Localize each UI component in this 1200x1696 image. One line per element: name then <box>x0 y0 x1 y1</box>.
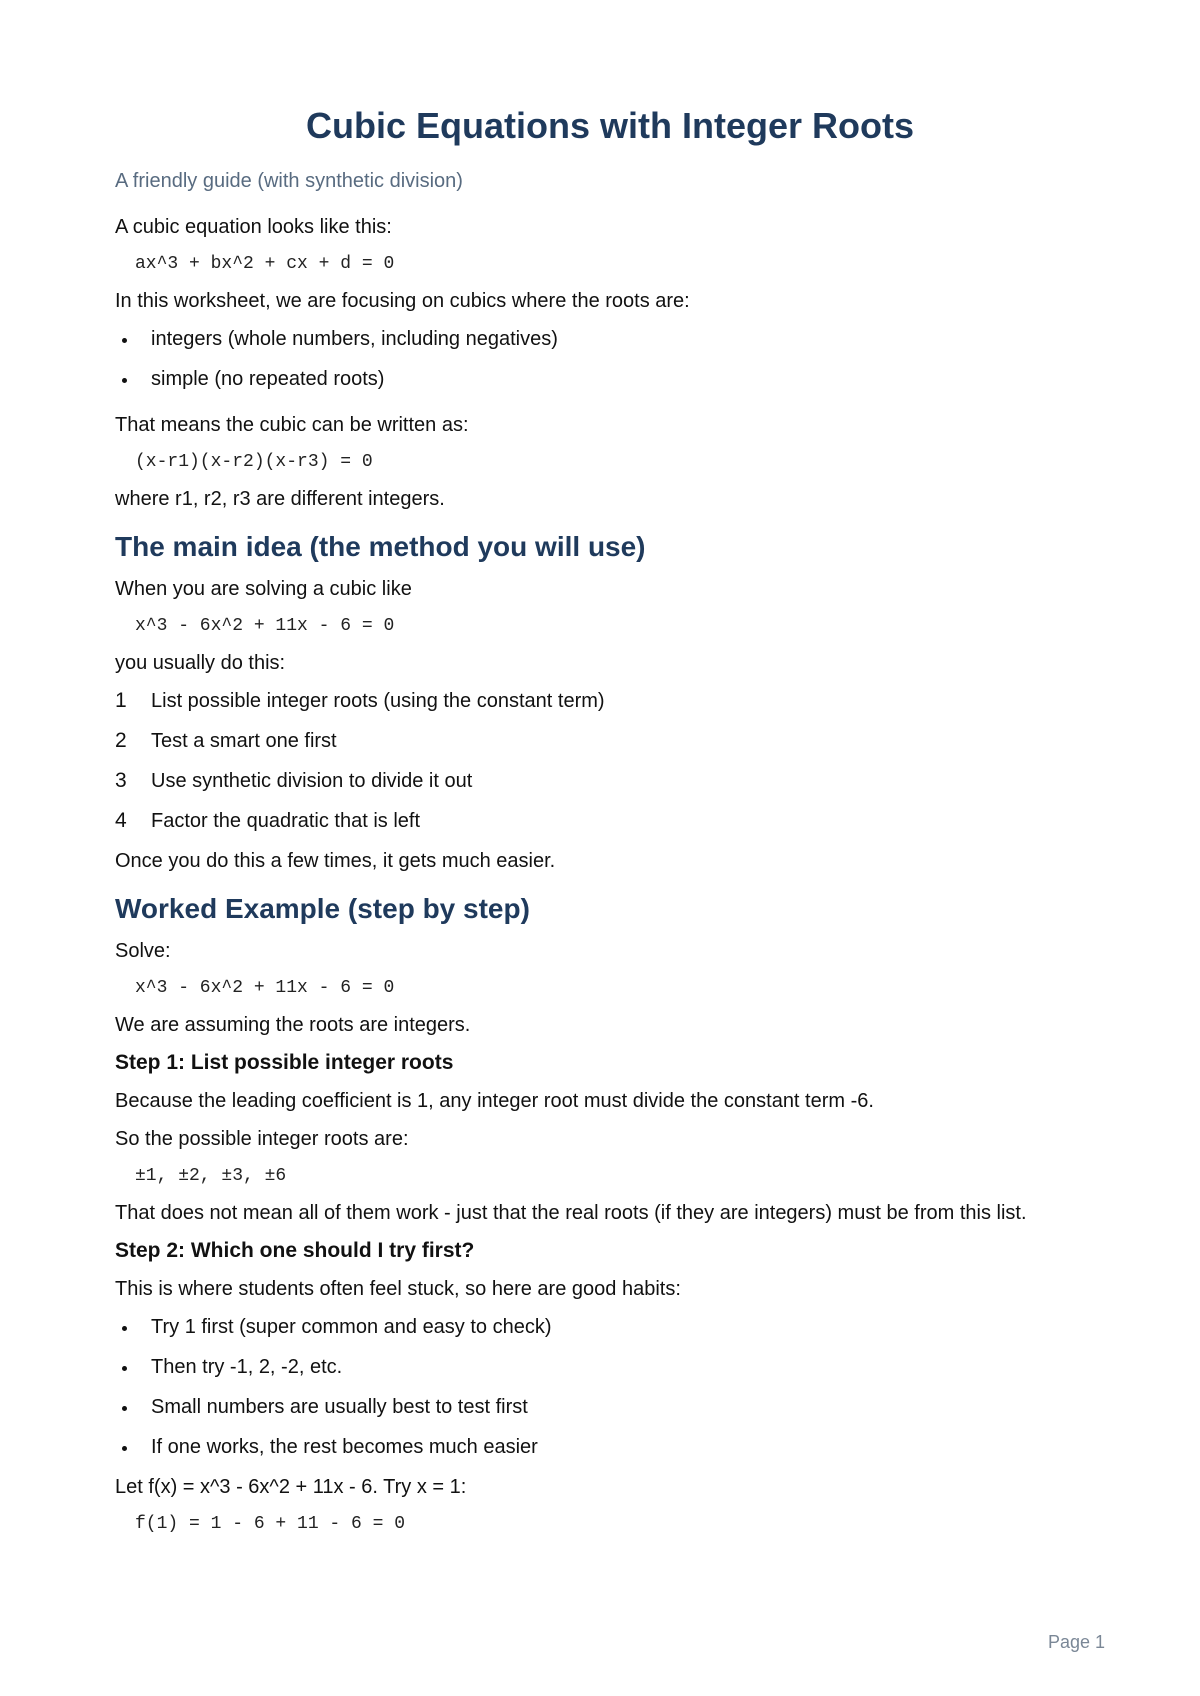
paragraph: We are assuming the roots are integers. <box>115 1014 471 1036</box>
step-text: Test a smart one first <box>151 730 337 752</box>
step-number: 4 <box>115 809 127 832</box>
paragraph: When you are solving a cubic like <box>115 578 412 600</box>
root-conditions-list <box>115 326 1105 392</box>
intro-paragraph: In this worksheet, we are focusing on cubics where the roots are: <box>115 290 690 312</box>
intro-paragraph: A cubic equation looks like this: <box>115 216 392 238</box>
document-subtitle: A friendly guide (with synthetic division) <box>115 170 463 192</box>
list-item <box>115 688 1105 714</box>
step-text: List possible integer roots (using the constant term) <box>151 690 605 712</box>
paragraph: Let f(x) = x^3 - 6x^2 + 11x - 6. Try x = 1: <box>115 1476 467 1498</box>
f1-evaluation: f(1) = 1 - 6 + 11 - 6 = 0 <box>135 1514 406 1534</box>
paragraph: That does not mean all of them work - just that the real roots (if they are integers) must be from this list. <box>115 1202 1027 1224</box>
paragraph: So the possible integer roots are: <box>115 1128 409 1150</box>
document-title: Cubic Equations with Integer Roots <box>305 105 914 146</box>
general-cubic-formula: ax^3 + bx^2 + cx + d = 0 <box>135 254 395 274</box>
document-content <box>115 104 1105 1548</box>
list-item: If one works, the rest becomes much easier <box>115 1434 1105 1460</box>
step-text: Factor the quadratic that is left <box>151 810 421 832</box>
step2-heading: Step 2: Which one should I try first? <box>115 1239 475 1262</box>
example-cubic-formula: x^3 - 6x^2 + 11x - 6 = 0 <box>135 616 395 636</box>
factored-form-formula: (x-r1)(x-r2)(x-r3) = 0 <box>135 452 373 472</box>
paragraph: This is where students often feel stuck, so here are good habits: <box>115 1278 681 1300</box>
intro-paragraph: where r1, r2, r3 are different integers. <box>115 488 445 510</box>
step-number: 2 <box>115 729 127 752</box>
list-item <box>115 728 1105 754</box>
worked-example-formula: x^3 - 6x^2 + 11x - 6 = 0 <box>135 978 395 998</box>
list-item: integers (whole numbers, including negatives) <box>115 326 1105 352</box>
list-item <box>115 808 1105 834</box>
section-heading-worked-example: Worked Example (step by step) <box>115 893 530 924</box>
list-item: simple (no repeated roots) <box>115 366 1105 392</box>
intro-paragraph: That means the cubic can be written as: <box>115 414 469 436</box>
step-number: 3 <box>115 769 127 792</box>
method-steps-list <box>115 688 1105 834</box>
list-item: Try 1 first (super common and easy to check) <box>115 1314 1105 1340</box>
section-heading-main-idea: The main idea (the method you will use) <box>115 531 646 562</box>
step1-heading: Step 1: List possible integer roots <box>115 1051 454 1074</box>
paragraph: you usually do this: <box>115 652 286 674</box>
paragraph: Solve: <box>115 940 171 962</box>
good-habits-list <box>115 1314 1105 1460</box>
step-number: 1 <box>115 689 127 712</box>
page-number: Page 1 <box>1047 1632 1105 1652</box>
paragraph: Because the leading coefficient is 1, any integer root must divide the constant term -6. <box>115 1090 874 1112</box>
candidate-roots: ±1, ±2, ±3, ±6 <box>135 1166 287 1186</box>
list-item: Small numbers are usually best to test first <box>115 1394 1105 1420</box>
list-item <box>115 768 1105 794</box>
step-text: Use synthetic division to divide it out <box>151 770 473 792</box>
list-item: Then try -1, 2, -2, etc. <box>115 1354 1105 1380</box>
paragraph: Once you do this a few times, it gets much easier. <box>115 850 556 872</box>
